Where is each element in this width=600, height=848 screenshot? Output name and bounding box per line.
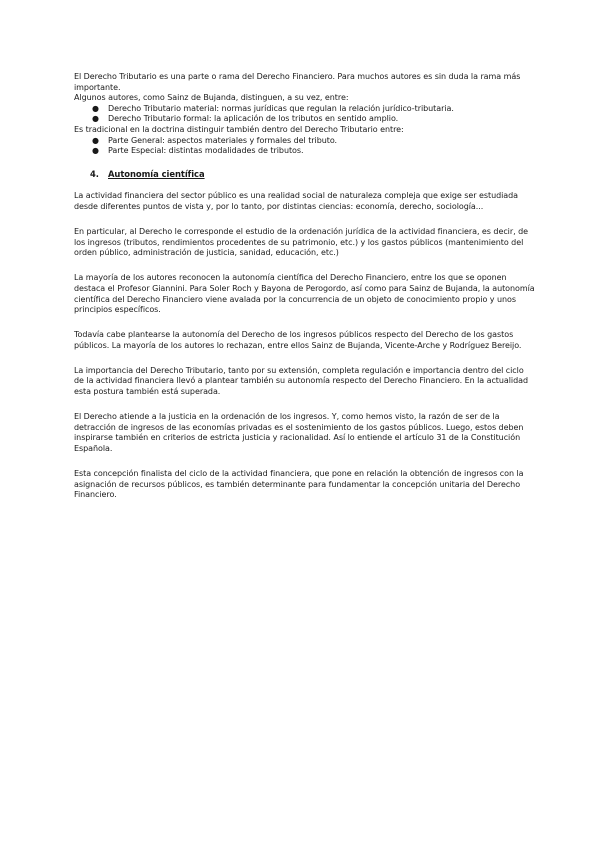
intro-paragraph: Algunos autores, como Sainz de Bujanda, distinguen, a su vez, entre: — [74, 93, 349, 103]
list-item-text: Derecho Tributario material: normas jurídicas que regulan la relación jurídico-tributaria. — [108, 103, 454, 113]
body-paragraph: El Derecho atiende a la justicia en la ordenación de los ingresos. Y, como hemos visto, la razón de ser de la detracción de ingresos de las economías privadas es el sostenimiento de los gastos públicos. Luego, estos deben inspirarse también en criterios de estricta justicia y racionalidad. Así lo entiende el artículo 31 de la Constitución Española. — [74, 412, 524, 453]
section-number: 4. — [90, 168, 99, 179]
bullet-icon: ● — [92, 135, 99, 145]
list-item — [74, 146, 536, 157]
list-item-text: Parte Especial: distintas modalidades de tributos. — [108, 146, 304, 156]
list-item — [74, 114, 536, 125]
bullet-icon: ● — [92, 103, 99, 113]
body-paragraph: En particular, al Derecho le corresponde el estudio de la ordenación jurídica de la actividad financiera, es decir, de los ingresos (tributos, rendimientos procedentes de su patrimonio, etc.) y los gastos públicos (mantenimiento del orden público, administración de justicia, sanidad, educación, etc.) — [74, 227, 528, 258]
list-item-text: Parte General: aspectos materiales y formales del tributo. — [108, 135, 338, 145]
bullet-list — [74, 104, 536, 125]
list-item — [74, 136, 536, 147]
intro-paragraph: Es tradicional en la doctrina distinguir también dentro del Derecho Tributario entre: — [74, 124, 404, 134]
intro-paragraph: El Derecho Tributario es una parte o rama del Derecho Financiero. Para muchos autores es sin duda la rama más importante. — [74, 72, 521, 92]
bullet-icon: ● — [92, 146, 99, 156]
bullet-list — [74, 136, 536, 157]
body-paragraph: Todavía cabe plantearse la autonomía del Derecho de los ingresos públicos respecto del Derecho de los gastos públicos. La mayoría de los autores lo rechazan, entre ellos Sainz de Bujanda, Vicente-Arche y Rodríguez Bereijo. — [74, 330, 522, 350]
bullet-icon: ● — [92, 114, 99, 124]
body-paragraph: La importancia del Derecho Tributario, tanto por su extensión, completa regulación e importancia dentro del ciclo de la actividad financiera llevó a plantear también su autonomía respecto del Derecho Financiero. En la actualidad esta postura también está superada. — [74, 365, 529, 397]
body-paragraph: La mayoría de los autores reconocen la autonomía científica del Derecho Financiero, entre los que se oponen destaca el Profesor Giannini. Para Soler Roch y Bayona de Perogordo, así como para Sainz de Bujanda, la autonomía científica del Derecho Financiero viene avalada por la concurrencia de un objeto de conocimiento propio y unos principios específicos. — [74, 273, 535, 315]
list-item-text: Derecho Tributario formal: la aplicación de los tributos en sentido amplio. — [108, 114, 399, 124]
body-paragraph: Esta concepción finalista del ciclo de la actividad financiera, que pone en relación la obtención de ingresos con la asignación de recursos públicos, es también determinante para fundamentar la concepción unitaria del Derecho Financiero. — [74, 469, 524, 500]
list-item — [74, 104, 536, 115]
document-page — [74, 72, 536, 515]
section-heading — [74, 169, 536, 180]
body-paragraph: La actividad financiera del sector público es una realidad social de naturaleza compleja que exige ser estudiada desde diferentes puntos de vista y, por lo tanto, por distintas ciencias: economía, derecho, sociología... — [74, 191, 519, 211]
section-title: Autonomía científica — [108, 168, 205, 179]
